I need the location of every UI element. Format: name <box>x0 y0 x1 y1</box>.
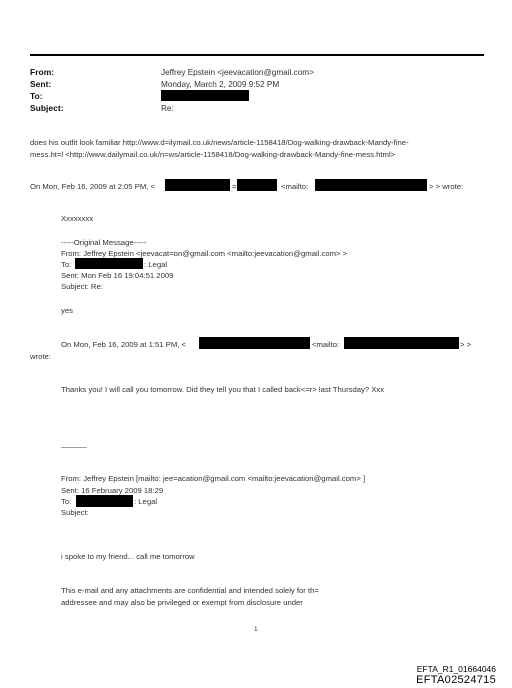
confidential-line-1: This e-mail and any attachments are confidential and intended solely for th= <box>61 586 319 595</box>
redaction-quote1-c <box>315 179 427 191</box>
redaction-quote1-a <box>165 179 230 191</box>
spoke-line: i spoke to my friend... call me tomorrow <box>61 552 195 561</box>
quote1-mailto: <mailto: <box>281 182 309 191</box>
separator: ______ <box>61 439 87 448</box>
from-value: Jeffrey Epstein <jeevacation@gmail.com> <box>161 68 314 77</box>
f2-from: From: Jeffrey Epstein [mailto: jee=acation@gmail.com <mailto:jeevacation@gmail.com> ] <box>61 474 366 483</box>
sent-label: Sent: <box>30 79 52 89</box>
f2-to-label: To: <box>61 497 72 506</box>
quote2-mailto: <mailto: <box>312 340 340 349</box>
body-line-2: mess.ht=l <http://www.dailymail.co.uk/n=ws/article-1158418/Dog-walking-drawback-Mandy-fine-mess.html> <box>30 150 396 159</box>
f2-subject: Subject: <box>61 508 89 517</box>
redaction-to <box>161 90 249 101</box>
quote1-prefix: On Mon, Feb 16, 2009 at 2:05 PM, < <box>30 182 155 191</box>
quote2-prefix: On Mon, Feb 16, 2009 at 1:51 PM, < <box>61 340 186 349</box>
sent-value: Monday, March 2, 2009 9:52 PM <box>161 80 280 89</box>
orig-from: From: Jeffrey Epstein <jeevacat=on@gmail.com <mailto:jeevacation@gmail.com> > <box>61 249 348 258</box>
redaction-quote1-b <box>237 179 277 191</box>
yes-line: yes <box>61 306 73 315</box>
orig-subject: Subject: Re: <box>61 282 103 291</box>
orig-to-label: To: <box>61 260 72 269</box>
confidential-line-2: addressee and may also be privileged or exempt from disclosure under <box>61 598 303 607</box>
from-label: From: <box>30 67 55 77</box>
orig-sent: Sent: Mon Feb 16 19:04:51 2009 <box>61 271 174 280</box>
orig-header: -----Original Message----- <box>61 238 147 247</box>
footer-id-1: EFTA_R1_01664046 <box>416 664 496 674</box>
quote1-eq: = <box>232 182 237 191</box>
wrote-line: wrote: <box>30 352 51 361</box>
header-rule <box>30 54 484 56</box>
redaction-quote2-a <box>199 337 310 349</box>
quote2-suffix: > > <box>460 340 472 349</box>
subject-value: Re: <box>161 104 174 113</box>
to-label: To: <box>30 91 43 101</box>
f2-sent: Sent: 16 February 2009 18:29 <box>61 486 164 495</box>
footer-id-2: EFTA02524715 <box>416 674 496 686</box>
orig-to-suffix: : Legal <box>144 260 168 269</box>
xxx-line: Xxxxxxxx <box>61 214 94 223</box>
redaction-orig-to <box>75 258 143 269</box>
thanks-line: Thanks you! I will call you tomorrow. Did they tell you that I called back<=r> last Thursday? Xxx <box>61 385 385 394</box>
redaction-f2-to <box>76 495 133 507</box>
page-number: 1 <box>254 626 258 633</box>
quote1-suffix: > > wrote: <box>429 182 464 191</box>
redaction-quote2-b <box>344 337 459 349</box>
body-line-1: does his outfit look familiar http://www.d=ilymail.co.uk/news/article-1158418/Dog-walking-drawback-Mandy-fine- <box>30 138 409 147</box>
subject-label: Subject: <box>30 103 64 113</box>
f2-to-suffix: : Legal <box>134 497 158 506</box>
